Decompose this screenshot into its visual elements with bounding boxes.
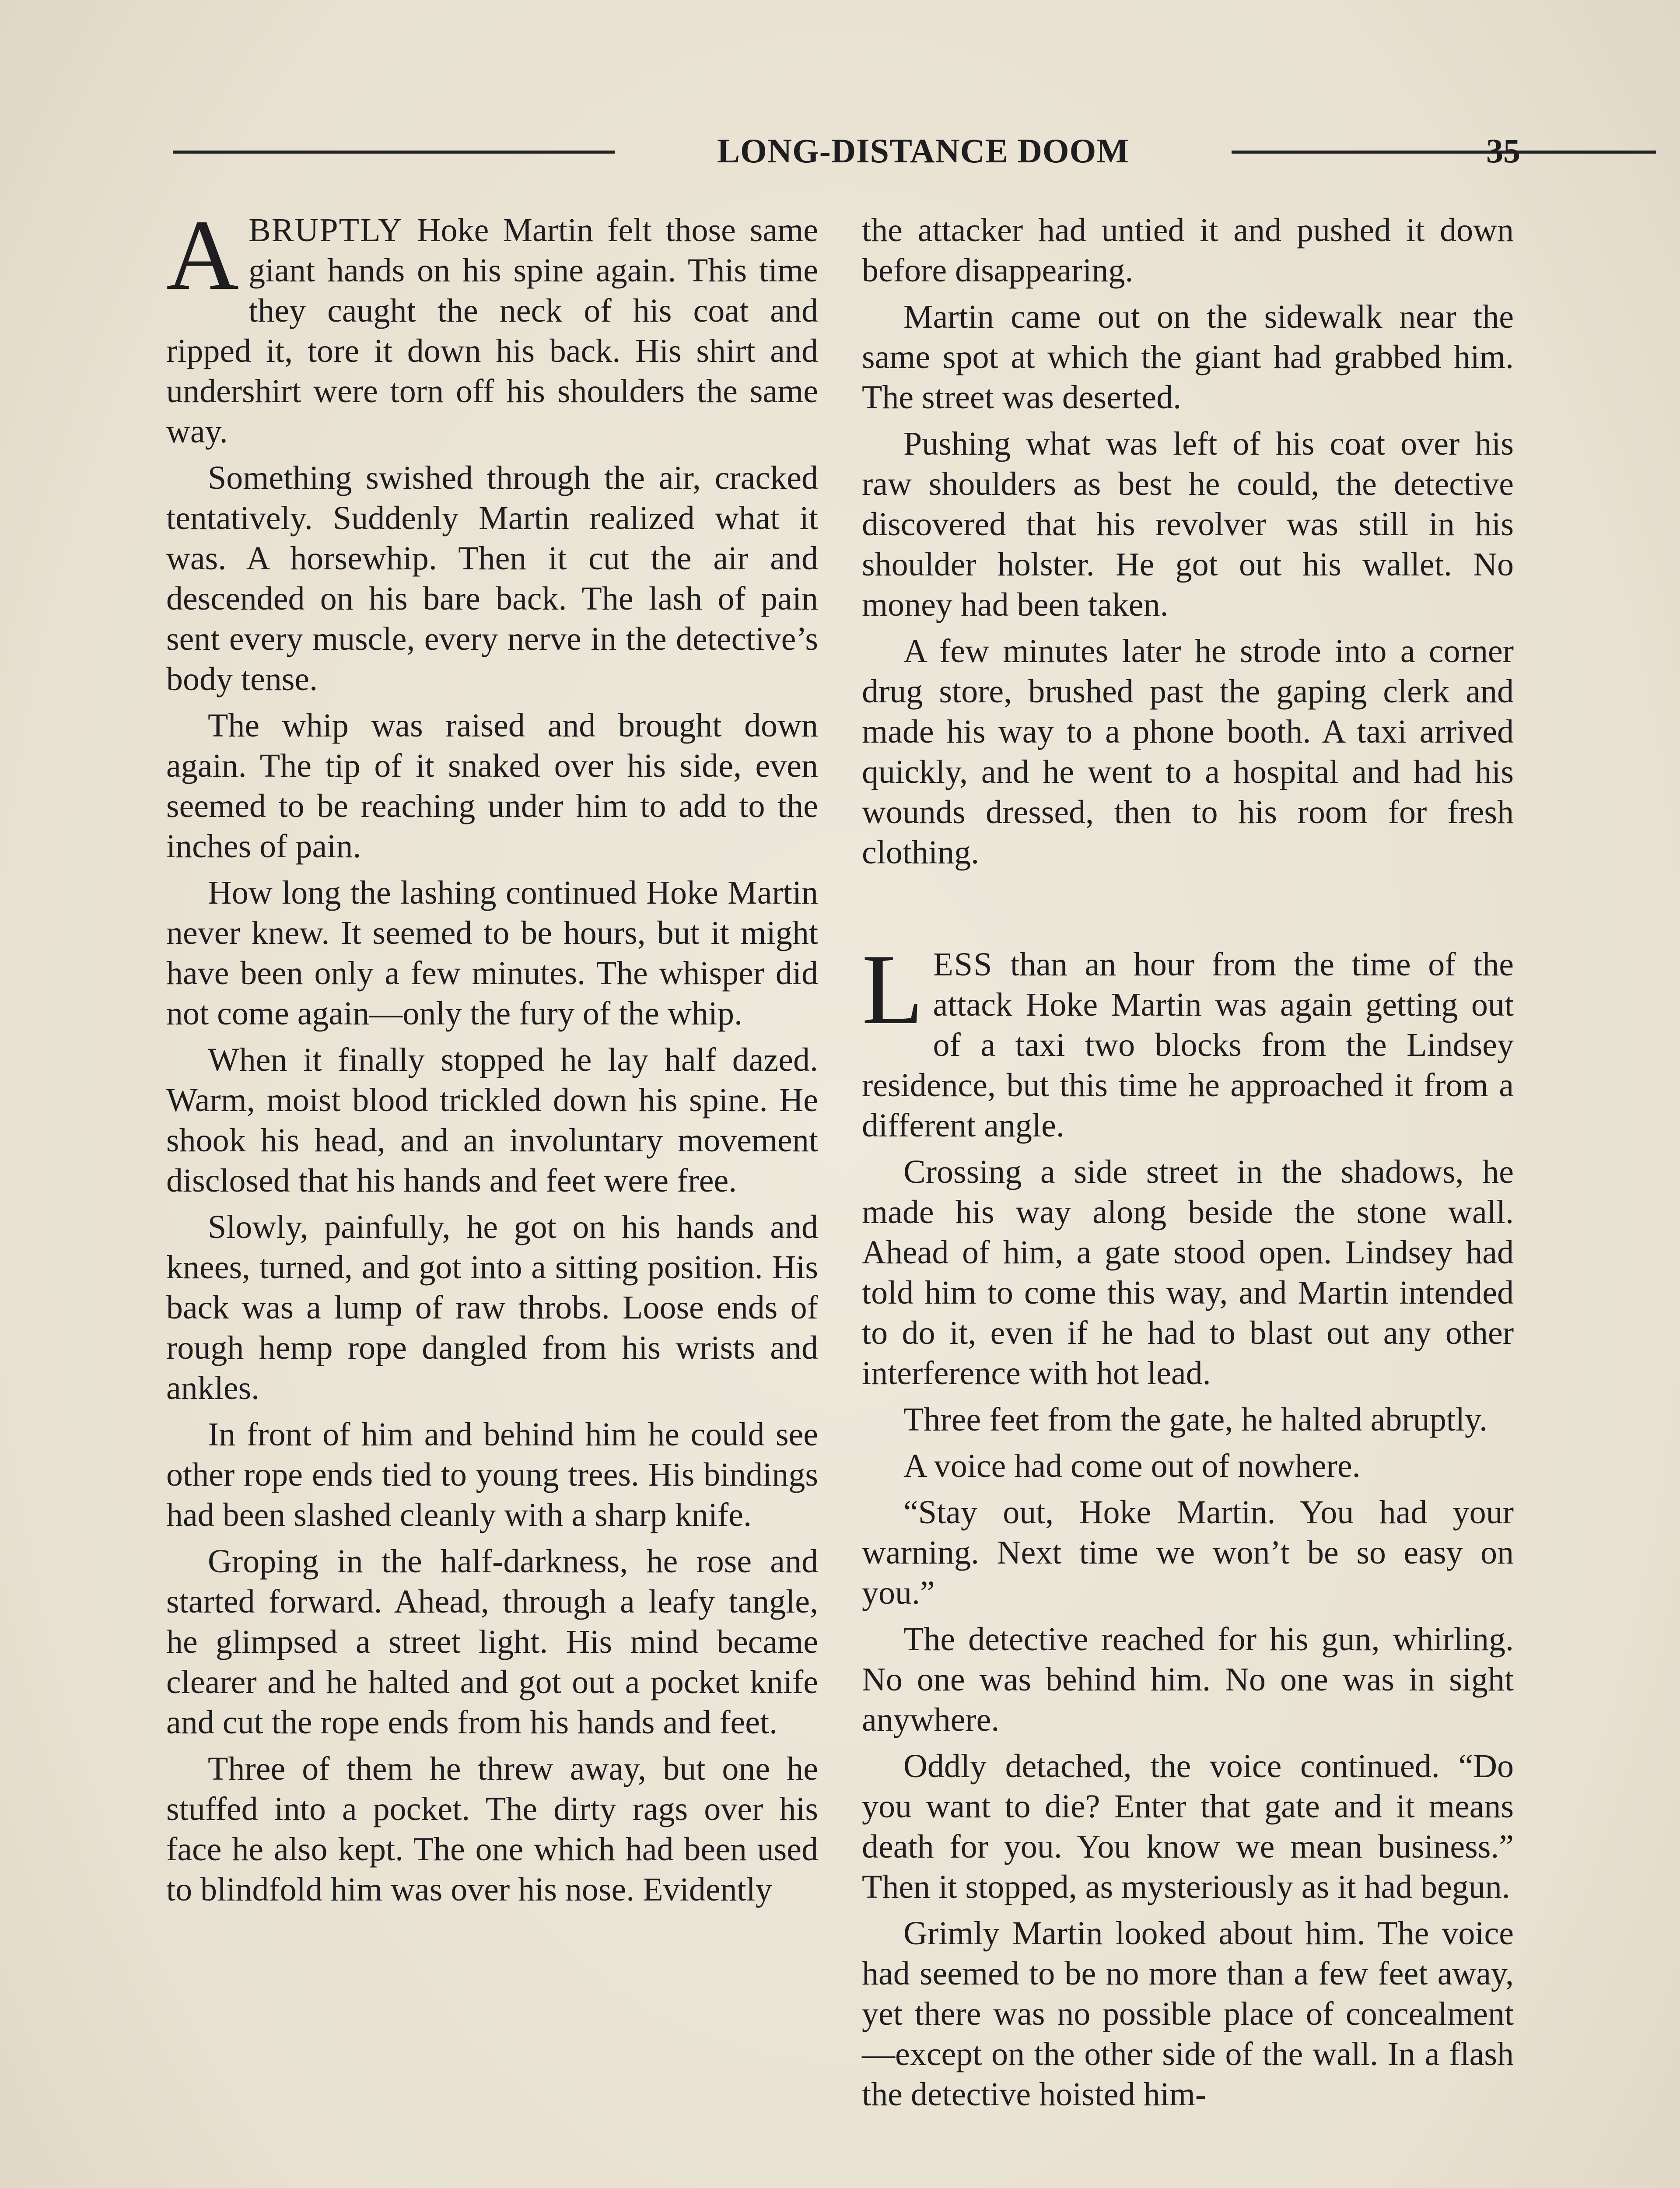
paragraph: Something swished through the air, cracked tentatively. Suddenly Martin realized what it was. A horsewhip. Then it cut the air and descended on his bare back. The lash of pain sent every muscle, every nerve in the detective’s body tense. [166, 459, 818, 698]
paragraph: Martin came out on the sidewalk near the same spot at which the giant had grabbed him. The street was deserted. [862, 298, 1514, 416]
paragraph: Groping in the half-darkness, he rose and started forward. Ahead, through a leafy tangle, he glimpsed a street light. His mind became clearer and he halted and got out a pocket knife and cut the rope ends from his hands and feet. [166, 1543, 818, 1741]
section-break [862, 879, 1514, 944]
drop-cap: L [862, 933, 924, 1045]
paragraph: Three of them he threw away, but one he stuffed into a pocket. The dirty rags over his face he also kept. The one which had been used to blindfold him was over his nose. Evidently [166, 1750, 818, 1908]
paragraph: How long the lashing continued Hoke Martin never knew. It seemed to be hours, but it might have been only a few minutes. The whisper did not come again—only the fury of the whip. [166, 874, 818, 1032]
page-number: 35 [1486, 132, 1520, 170]
paragraph: Three feet from the gate, he halted abruptly. [903, 1401, 1488, 1438]
lead-in-word: BRUPTLY [248, 212, 403, 249]
header-rule-right [1232, 151, 1656, 154]
paragraph: Pushing what was left of his coat over his raw shoulders as best he could, the detective discovered that his revolver was still in his shoulder holster. He got out his wallet. No money had been taken. [862, 425, 1514, 623]
paragraph: The whip was raised and brought down again. The tip of it snaked over his side, even seemed to be reaching under him to add to the inches of pain. [166, 707, 818, 865]
paragraph-text: Hoke Martin felt those same giant hands on his spine again. This time they caught the neck of his coat and ripped it, tore it down his back. His shirt and undershirt were torn off his shoulders the same way. [166, 212, 818, 450]
paragraph: A voice had come out of nowhere. [903, 1448, 1361, 1484]
paragraph: Slowly, painfully, he got on his hands and knees, turned, and got into a sitting position. His back was a lump of raw throbs. Loose ends of rough hemp rope dangled from his wrists and ankles. [166, 1209, 818, 1406]
right-column [862, 210, 1514, 2121]
paragraph: When it finally stopped he lay half dazed. Warm, moist blood trickled down his spine. He shook his head, and an involuntary movement disclosed that his hands and feet were free. [166, 1041, 818, 1199]
drop-cap: A [166, 199, 239, 311]
running-head [173, 127, 1520, 175]
paragraph: “Stay out, Hoke Martin. You had your warning. Next time we won’t be so easy on you.” [862, 1494, 1514, 1611]
lead-in-word: ESS [933, 946, 993, 983]
paragraph: The detective reached for his gun, whirling. No one was behind him. No one was in sight anywhere. [862, 1621, 1514, 1738]
paragraph: Grimly Martin looked about him. The voice had seemed to be no more than a few feet away, yet there was no possible place of concealment—except on the other side of the wall. In a flash the detective hoisted him- [862, 1915, 1514, 2113]
paragraph: In front of him and behind him he could see other rope ends tied to young trees. His bindings had been slashed cleanly with a sharp knife. [166, 1416, 818, 1533]
paragraph [862, 933, 1514, 1146]
paragraph: A few minutes later he strode into a corner drug store, brushed past the gaping clerk and made his way to a phone booth. A taxi arrived quickly, and he went to a hospital and had his wounds dressed, then to his room for fresh clothing. [862, 633, 1514, 871]
paragraph [166, 199, 818, 452]
left-column [166, 199, 818, 1916]
story-title: LONG-DISTANCE DOOM [717, 132, 1129, 170]
paragraph-text: than an hour from the time of the attack Hoke Martin was again getting out of a taxi two blocks from the Lindsey residence, but this time he approached it from a different angle. [862, 946, 1514, 1144]
header-rule-left [173, 151, 615, 154]
paragraph: Crossing a side street in the shadows, he made his way along beside the stone wall. Ahead of him, a gate stood open. Lindsey had told him to come this way, and Martin intended to do it, even if he had to blast out any other interference with hot lead. [862, 1154, 1514, 1392]
paragraph: the attacker had untied it and pushed it down before disappearing. [862, 212, 1514, 289]
paragraph: Oddly detached, the voice continued. “Do you want to die? Enter that gate and it means death for you. You know we mean business.” Then it stopped, as mysteriously as it had begun. [862, 1748, 1514, 1905]
